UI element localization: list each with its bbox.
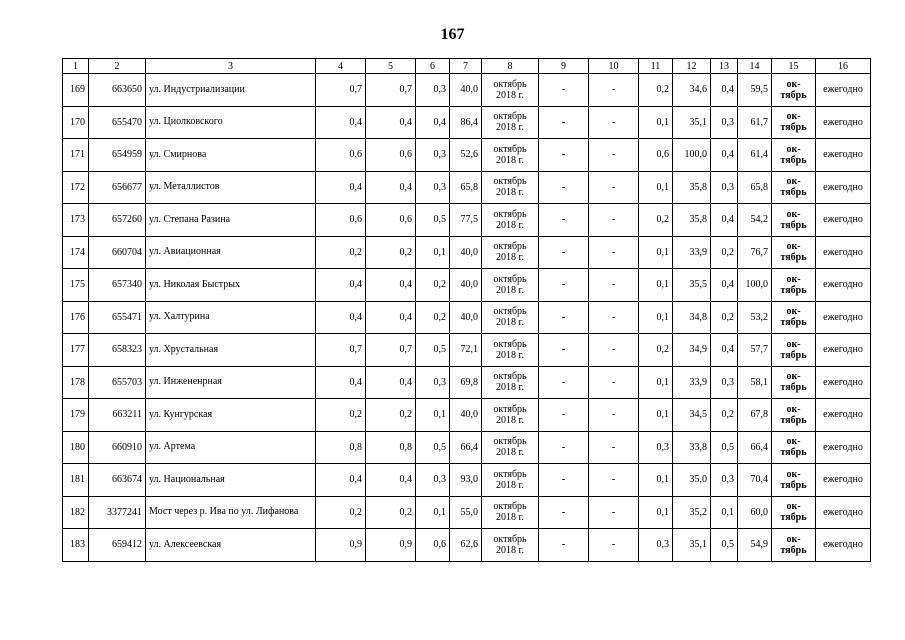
cell-c15: ок-тябрь <box>772 399 816 432</box>
cell-c13: 0,3 <box>711 366 738 399</box>
cell-c13: 0,4 <box>711 334 738 367</box>
cell-date: октябрь 2018 г. <box>482 74 539 107</box>
cell-c9: - <box>539 106 589 139</box>
cell-c5: 0,4 <box>366 366 416 399</box>
table-row <box>63 399 871 432</box>
cell-c7: 69,8 <box>450 366 482 399</box>
cell-c6: 0,1 <box>416 399 450 432</box>
cell-c12: 35,0 <box>673 464 711 497</box>
cell-c15: ок-тябрь <box>772 269 816 302</box>
column-header: 1 <box>63 59 89 74</box>
column-header: 6 <box>416 59 450 74</box>
cell-c13: 0,2 <box>711 236 738 269</box>
column-header: 13 <box>711 59 738 74</box>
cell-c7: 52,6 <box>450 139 482 172</box>
cell-c13: 0,2 <box>711 301 738 334</box>
cell-c9: - <box>539 204 589 237</box>
cell-c10: - <box>589 334 639 367</box>
cell-c4: 0,6 <box>316 204 366 237</box>
table-row <box>63 204 871 237</box>
cell-c16: ежегодно <box>816 529 871 562</box>
cell-n: 175 <box>63 269 89 302</box>
cell-c15: ок-тябрь <box>772 496 816 529</box>
cell-c7: 62,6 <box>450 529 482 562</box>
column-header: 11 <box>639 59 673 74</box>
cell-c14: 66,4 <box>738 431 772 464</box>
cell-n: 171 <box>63 139 89 172</box>
cell-c11: 0,1 <box>639 171 673 204</box>
cell-name: ул. Николая Быстрых <box>146 269 316 302</box>
cell-c10: - <box>589 529 639 562</box>
cell-c5: 0,8 <box>366 431 416 464</box>
cell-code: 663211 <box>89 399 146 432</box>
cell-date: октябрь 2018 г. <box>482 236 539 269</box>
cell-n: 172 <box>63 171 89 204</box>
cell-c15: ок-тябрь <box>772 204 816 237</box>
cell-code: 655703 <box>89 366 146 399</box>
cell-name: ул. Циолковского <box>146 106 316 139</box>
cell-c15: ок-тябрь <box>772 334 816 367</box>
cell-name: ул. Металлистов <box>146 171 316 204</box>
cell-code: 654959 <box>89 139 146 172</box>
cell-c10: - <box>589 366 639 399</box>
cell-date: октябрь 2018 г. <box>482 464 539 497</box>
cell-c6: 0,6 <box>416 529 450 562</box>
cell-n: 169 <box>63 74 89 107</box>
cell-c16: ежегодно <box>816 106 871 139</box>
cell-c11: 0,1 <box>639 236 673 269</box>
table-row <box>63 139 871 172</box>
cell-c14: 70,4 <box>738 464 772 497</box>
column-header: 4 <box>316 59 366 74</box>
cell-n: 183 <box>63 529 89 562</box>
cell-n: 176 <box>63 301 89 334</box>
cell-c10: - <box>589 171 639 204</box>
cell-c12: 33,8 <box>673 431 711 464</box>
column-header: 3 <box>146 59 316 74</box>
cell-date: октябрь 2018 г. <box>482 171 539 204</box>
cell-c7: 40,0 <box>450 74 482 107</box>
cell-n: 174 <box>63 236 89 269</box>
cell-date: октябрь 2018 г. <box>482 366 539 399</box>
cell-c4: 0,8 <box>316 431 366 464</box>
cell-c12: 35,2 <box>673 496 711 529</box>
cell-date: октябрь 2018 г. <box>482 496 539 529</box>
cell-c12: 35,1 <box>673 106 711 139</box>
cell-c12: 35,8 <box>673 204 711 237</box>
cell-c7: 77,5 <box>450 204 482 237</box>
column-header: 5 <box>366 59 416 74</box>
cell-c6: 0,3 <box>416 139 450 172</box>
cell-c6: 0,3 <box>416 366 450 399</box>
cell-c10: - <box>589 496 639 529</box>
cell-c5: 0,4 <box>366 106 416 139</box>
cell-c7: 40,0 <box>450 269 482 302</box>
cell-c12: 33,9 <box>673 366 711 399</box>
cell-c15: ок-тябрь <box>772 366 816 399</box>
cell-c11: 0,1 <box>639 399 673 432</box>
cell-c7: 86,4 <box>450 106 482 139</box>
column-header: 8 <box>482 59 539 74</box>
cell-c5: 0,4 <box>366 269 416 302</box>
cell-code: 655470 <box>89 106 146 139</box>
cell-c14: 54,9 <box>738 529 772 562</box>
cell-c4: 0,2 <box>316 496 366 529</box>
column-header: 2 <box>89 59 146 74</box>
table-row <box>63 236 871 269</box>
cell-date: октябрь 2018 г. <box>482 529 539 562</box>
cell-c5: 0,7 <box>366 334 416 367</box>
cell-c16: ежегодно <box>816 301 871 334</box>
cell-c9: - <box>539 334 589 367</box>
cell-name: ул. Национальная <box>146 464 316 497</box>
cell-c11: 0,6 <box>639 139 673 172</box>
table-row <box>63 529 871 562</box>
cell-name: ул. Инжененрная <box>146 366 316 399</box>
cell-c13: 0,3 <box>711 171 738 204</box>
cell-c6: 0,5 <box>416 204 450 237</box>
cell-c4: 0,2 <box>316 236 366 269</box>
cell-date: октябрь 2018 г. <box>482 269 539 302</box>
cell-c10: - <box>589 269 639 302</box>
cell-c6: 0,3 <box>416 464 450 497</box>
cell-c5: 0,9 <box>366 529 416 562</box>
cell-name: ул. Алексеевская <box>146 529 316 562</box>
table-row <box>63 106 871 139</box>
cell-c11: 0,1 <box>639 301 673 334</box>
cell-date: октябрь 2018 г. <box>482 106 539 139</box>
cell-c5: 0,2 <box>366 496 416 529</box>
cell-c16: ежегодно <box>816 269 871 302</box>
cell-c7: 55,0 <box>450 496 482 529</box>
cell-c15: ок-тябрь <box>772 431 816 464</box>
cell-c15: ок-тябрь <box>772 464 816 497</box>
cell-c12: 35,1 <box>673 529 711 562</box>
cell-c4: 0,4 <box>316 464 366 497</box>
cell-c7: 40,0 <box>450 301 482 334</box>
cell-date: октябрь 2018 г. <box>482 334 539 367</box>
cell-c14: 67,8 <box>738 399 772 432</box>
cell-c13: 0,4 <box>711 139 738 172</box>
cell-c15: ок-тябрь <box>772 139 816 172</box>
cell-c4: 0,7 <box>316 334 366 367</box>
cell-n: 173 <box>63 204 89 237</box>
cell-c10: - <box>589 464 639 497</box>
cell-c16: ежегодно <box>816 204 871 237</box>
cell-c5: 0,4 <box>366 464 416 497</box>
cell-c13: 0,2 <box>711 399 738 432</box>
column-header: 12 <box>673 59 711 74</box>
cell-c10: - <box>589 74 639 107</box>
cell-n: 182 <box>63 496 89 529</box>
column-header: 9 <box>539 59 589 74</box>
cell-c4: 0,4 <box>316 171 366 204</box>
cell-date: октябрь 2018 г. <box>482 301 539 334</box>
cell-c6: 0,4 <box>416 106 450 139</box>
cell-c13: 0,3 <box>711 106 738 139</box>
cell-c10: - <box>589 236 639 269</box>
cell-c5: 0,2 <box>366 399 416 432</box>
cell-c11: 0,1 <box>639 366 673 399</box>
cell-c12: 34,6 <box>673 74 711 107</box>
cell-c14: 59,5 <box>738 74 772 107</box>
cell-c16: ежегодно <box>816 496 871 529</box>
cell-c7: 40,0 <box>450 236 482 269</box>
cell-date: октябрь 2018 г. <box>482 139 539 172</box>
table-row <box>63 334 871 367</box>
cell-c9: - <box>539 301 589 334</box>
cell-c16: ежегодно <box>816 171 871 204</box>
cell-code: 658323 <box>89 334 146 367</box>
cell-c5: 0,6 <box>366 139 416 172</box>
cell-c11: 0,1 <box>639 269 673 302</box>
cell-c6: 0,1 <box>416 496 450 529</box>
cell-code: 3377241 <box>89 496 146 529</box>
cell-c9: - <box>539 464 589 497</box>
cell-c16: ежегодно <box>816 399 871 432</box>
cell-c10: - <box>589 431 639 464</box>
cell-c16: ежегодно <box>816 236 871 269</box>
page-number: 167 <box>440 26 465 43</box>
cell-c11: 0,2 <box>639 334 673 367</box>
cell-c14: 76,7 <box>738 236 772 269</box>
cell-c12: 34,9 <box>673 334 711 367</box>
cell-c9: - <box>539 171 589 204</box>
cell-code: 656677 <box>89 171 146 204</box>
cell-code: 663674 <box>89 464 146 497</box>
cell-code: 655471 <box>89 301 146 334</box>
cell-c12: 34,8 <box>673 301 711 334</box>
cell-c15: ок-тябрь <box>772 236 816 269</box>
cell-c13: 0,1 <box>711 496 738 529</box>
cell-c15: ок-тябрь <box>772 529 816 562</box>
cell-c6: 0,3 <box>416 171 450 204</box>
cell-code: 660910 <box>89 431 146 464</box>
cell-c13: 0,4 <box>711 269 738 302</box>
cell-c14: 57,7 <box>738 334 772 367</box>
cell-c15: ок-тябрь <box>772 171 816 204</box>
cell-c4: 0,7 <box>316 74 366 107</box>
cell-date: октябрь 2018 г. <box>482 399 539 432</box>
column-header: 16 <box>816 59 871 74</box>
cell-n: 177 <box>63 334 89 367</box>
cell-name: Мост через р. Ива по ул. Лифанова <box>146 496 316 529</box>
cell-c14: 65,8 <box>738 171 772 204</box>
cell-c15: ок-тябрь <box>772 106 816 139</box>
cell-c16: ежегодно <box>816 74 871 107</box>
cell-c15: ок-тябрь <box>772 301 816 334</box>
cell-c11: 0,2 <box>639 74 673 107</box>
table-row <box>63 269 871 302</box>
cell-c11: 0,1 <box>639 106 673 139</box>
cell-c13: 0,3 <box>711 464 738 497</box>
cell-c11: 0,3 <box>639 431 673 464</box>
cell-n: 170 <box>63 106 89 139</box>
cell-c12: 100,0 <box>673 139 711 172</box>
cell-c14: 100,0 <box>738 269 772 302</box>
cell-c4: 0,6 <box>316 139 366 172</box>
cell-c4: 0,9 <box>316 529 366 562</box>
cell-code: 657340 <box>89 269 146 302</box>
cell-c4: 0,4 <box>316 301 366 334</box>
table-row <box>63 301 871 334</box>
cell-name: ул. Степана Разина <box>146 204 316 237</box>
cell-name: ул. Индустриализации <box>146 74 316 107</box>
cell-c5: 0,2 <box>366 236 416 269</box>
cell-name: ул. Халтурина <box>146 301 316 334</box>
cell-c12: 34,5 <box>673 399 711 432</box>
cell-c7: 72,1 <box>450 334 482 367</box>
cell-c15: ок-тябрь <box>772 74 816 107</box>
header-row <box>63 59 871 74</box>
cell-n: 180 <box>63 431 89 464</box>
cell-c9: - <box>539 236 589 269</box>
table-row <box>63 74 871 107</box>
table-row <box>63 431 871 464</box>
cell-c10: - <box>589 399 639 432</box>
table-row <box>63 171 871 204</box>
table-row <box>63 366 871 399</box>
cell-c14: 58,1 <box>738 366 772 399</box>
cell-c16: ежегодно <box>816 464 871 497</box>
cell-c13: 0,5 <box>711 529 738 562</box>
cell-c7: 40,0 <box>450 399 482 432</box>
cell-c12: 33,9 <box>673 236 711 269</box>
cell-code: 659412 <box>89 529 146 562</box>
cell-c6: 0,2 <box>416 269 450 302</box>
cell-code: 657260 <box>89 204 146 237</box>
cell-c13: 0,4 <box>711 74 738 107</box>
cell-name: ул. Смирнова <box>146 139 316 172</box>
cell-c14: 53,2 <box>738 301 772 334</box>
cell-c12: 35,5 <box>673 269 711 302</box>
cell-name: ул. Кунгурская <box>146 399 316 432</box>
column-header: 7 <box>450 59 482 74</box>
cell-c12: 35,8 <box>673 171 711 204</box>
cell-n: 178 <box>63 366 89 399</box>
cell-c10: - <box>589 106 639 139</box>
cell-c9: - <box>539 366 589 399</box>
cell-code: 663650 <box>89 74 146 107</box>
cell-c11: 0,1 <box>639 496 673 529</box>
cell-c9: - <box>539 269 589 302</box>
cell-c4: 0,4 <box>316 106 366 139</box>
cell-c9: - <box>539 431 589 464</box>
cell-c16: ежегодно <box>816 139 871 172</box>
cell-c16: ежегодно <box>816 334 871 367</box>
cell-c6: 0,2 <box>416 301 450 334</box>
column-header: 10 <box>589 59 639 74</box>
cell-n: 181 <box>63 464 89 497</box>
cell-c9: - <box>539 529 589 562</box>
cell-c6: 0,5 <box>416 431 450 464</box>
cell-c14: 60,0 <box>738 496 772 529</box>
cell-c9: - <box>539 74 589 107</box>
data-table <box>62 58 871 562</box>
cell-c9: - <box>539 399 589 432</box>
cell-c6: 0,1 <box>416 236 450 269</box>
table-row <box>63 496 871 529</box>
cell-c13: 0,4 <box>711 204 738 237</box>
cell-c6: 0,5 <box>416 334 450 367</box>
cell-c16: ежегодно <box>816 366 871 399</box>
cell-name: ул. Артема <box>146 431 316 464</box>
cell-code: 660704 <box>89 236 146 269</box>
cell-date: октябрь 2018 г. <box>482 204 539 237</box>
cell-c6: 0,3 <box>416 74 450 107</box>
cell-date: октябрь 2018 г. <box>482 431 539 464</box>
cell-c10: - <box>589 301 639 334</box>
cell-c11: 0,2 <box>639 204 673 237</box>
cell-c14: 54,2 <box>738 204 772 237</box>
cell-c10: - <box>589 139 639 172</box>
cell-c10: - <box>589 204 639 237</box>
cell-c11: 0,3 <box>639 529 673 562</box>
cell-n: 179 <box>63 399 89 432</box>
cell-c5: 0,4 <box>366 171 416 204</box>
cell-c7: 65,8 <box>450 171 482 204</box>
cell-c9: - <box>539 496 589 529</box>
cell-c5: 0,7 <box>366 74 416 107</box>
cell-c11: 0,1 <box>639 464 673 497</box>
cell-name: ул. Авиационная <box>146 236 316 269</box>
cell-c4: 0,2 <box>316 399 366 432</box>
cell-name: ул. Хрустальная <box>146 334 316 367</box>
column-header: 14 <box>738 59 772 74</box>
cell-c4: 0,4 <box>316 366 366 399</box>
cell-c5: 0,6 <box>366 204 416 237</box>
cell-c7: 93,0 <box>450 464 482 497</box>
cell-c14: 61,7 <box>738 106 772 139</box>
cell-c7: 66,4 <box>450 431 482 464</box>
cell-c13: 0,5 <box>711 431 738 464</box>
table-row <box>63 464 871 497</box>
cell-c5: 0,4 <box>366 301 416 334</box>
cell-c4: 0,4 <box>316 269 366 302</box>
column-header: 15 <box>772 59 816 74</box>
cell-c9: - <box>539 139 589 172</box>
cell-c16: ежегодно <box>816 431 871 464</box>
table-body <box>63 74 871 562</box>
cell-c14: 61,4 <box>738 139 772 172</box>
